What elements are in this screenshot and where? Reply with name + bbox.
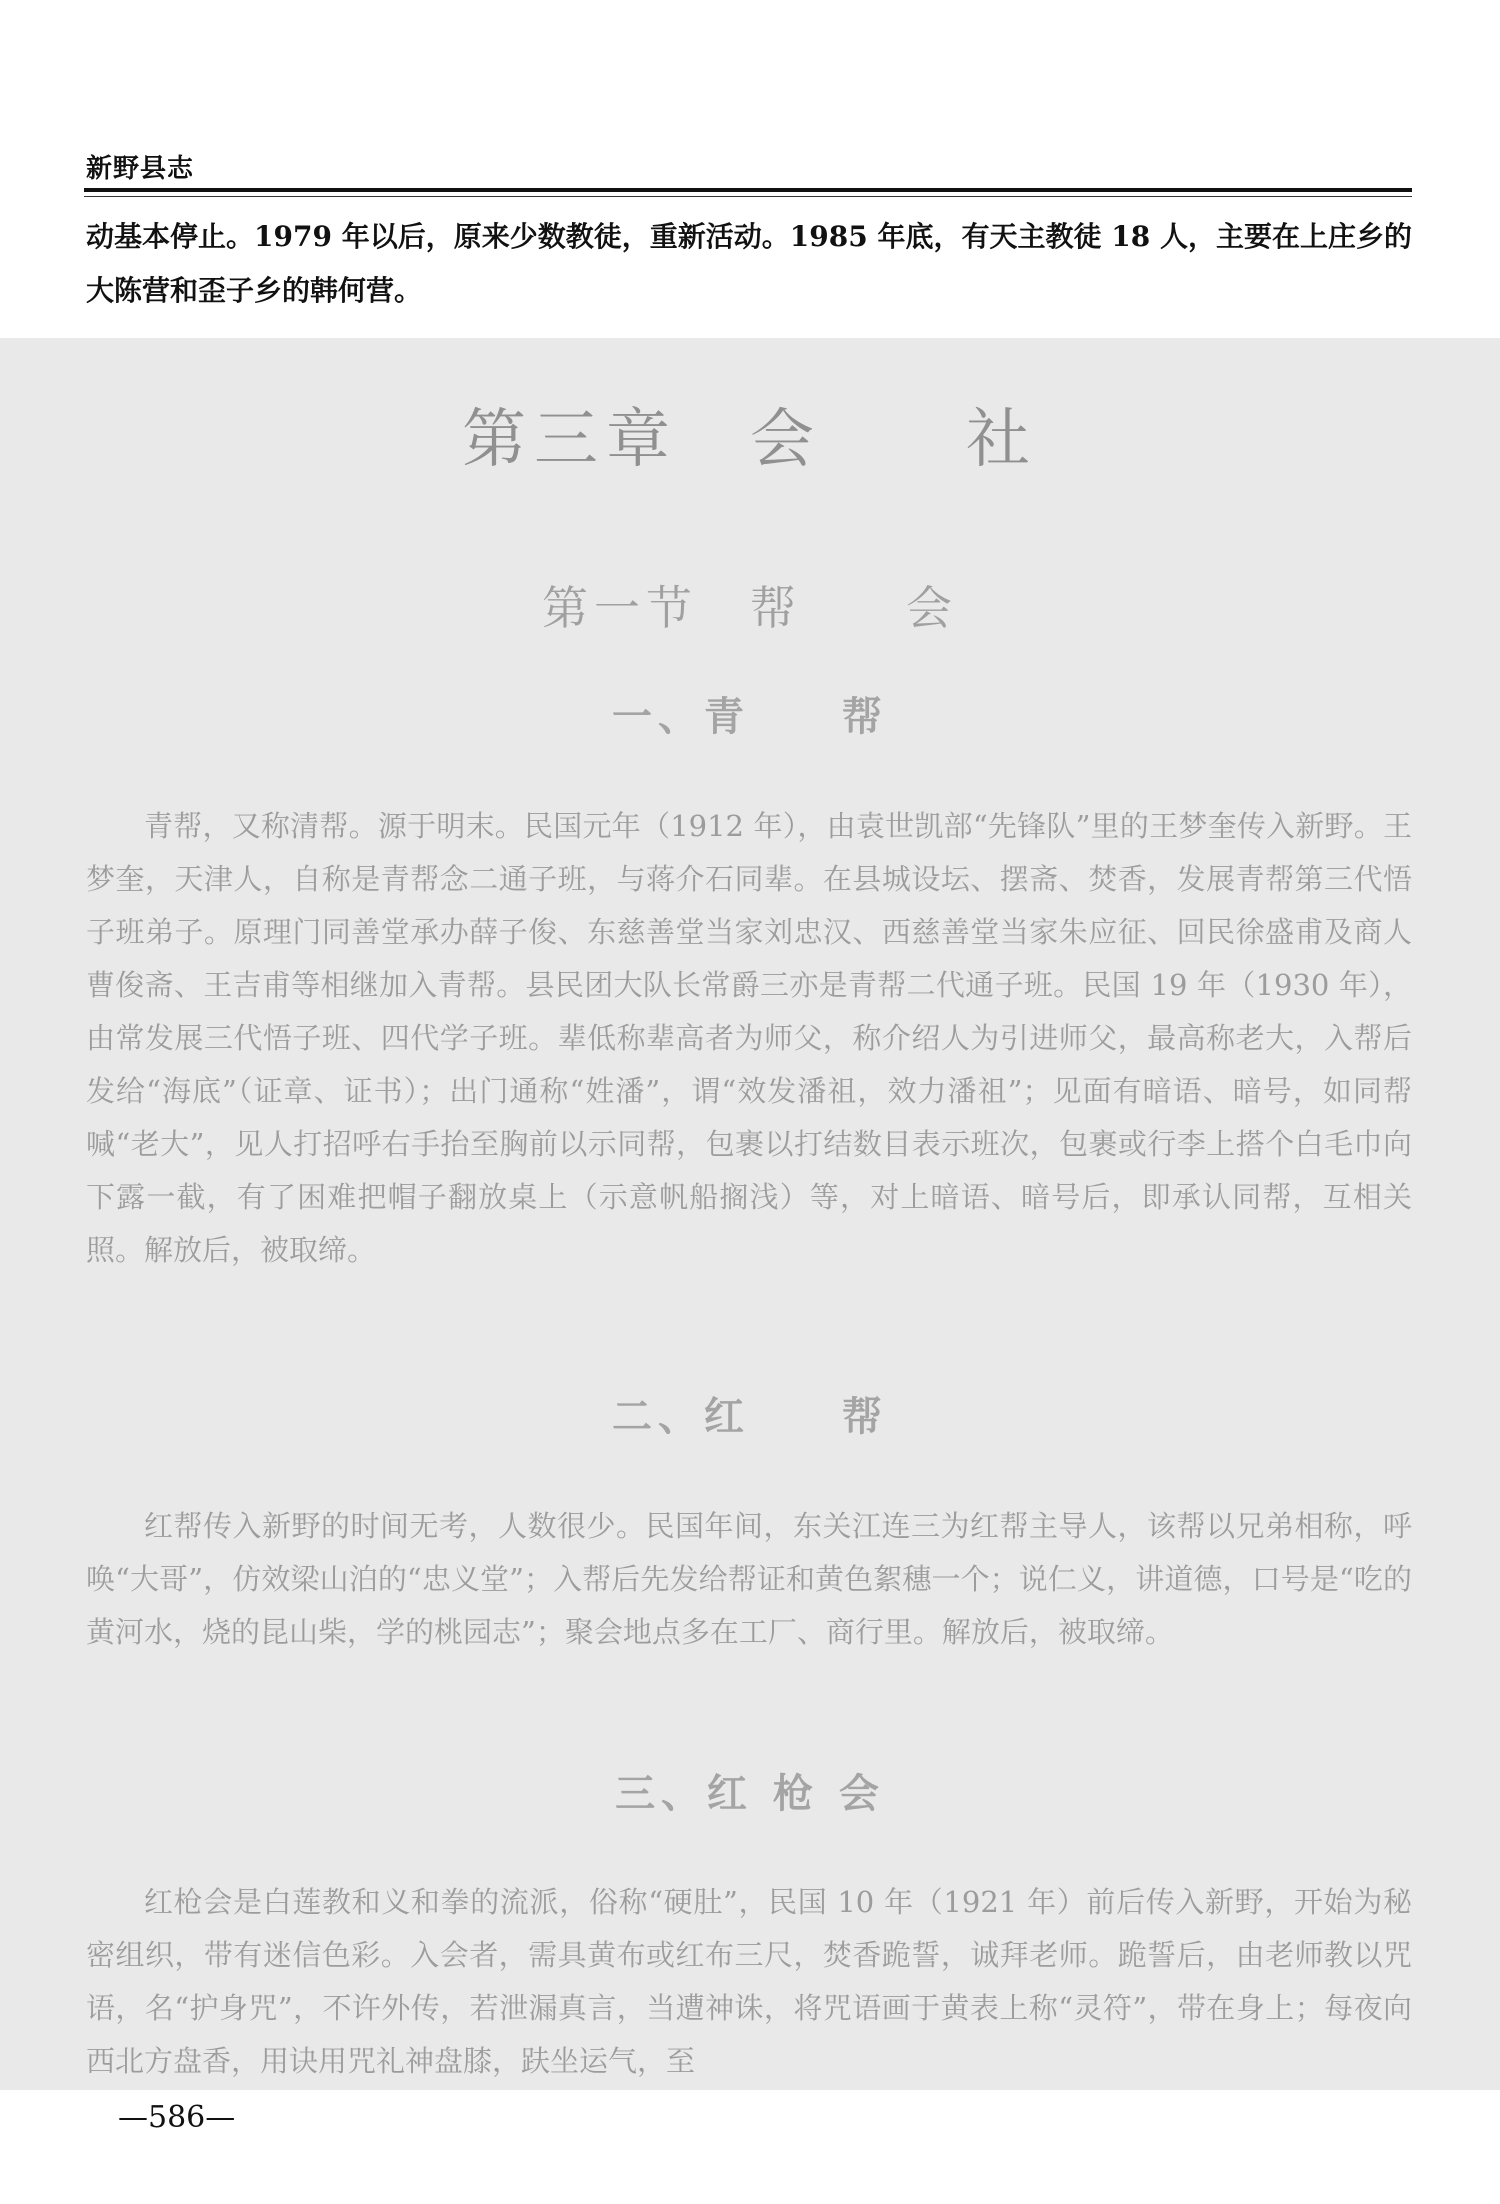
section-title: 第一节 帮 会 bbox=[542, 581, 958, 635]
page-number: —586— bbox=[118, 2100, 236, 2135]
intro-paragraph: 动基本停止。1979 年以后，原来少数教徒，重新活动。1985 年底，有天主教徒 18 人，主要在上庄乡的大陈营和歪子乡的韩何营。 bbox=[86, 220, 1412, 307]
subsection-title-qingbang: 一、青 帮 bbox=[612, 694, 888, 740]
subsection-title-hongbang: 二、红 帮 bbox=[612, 1394, 888, 1440]
paragraph-hongbang: 红帮传入新野的时间无考，人数很少。民国年间，东关江连三为红帮主导人，该帮以兄弟相称，呼唤“大哥”，仿效梁山泊的“忠义堂”；入帮后先发给帮证和黄色絮穗一个；说仁义，讲道德，口号是“吃的黄河水，烧的昆山柴，学的桃园志”；聚会地点多在工厂、商行里。解放后，被取缔。 bbox=[86, 1509, 1412, 1649]
header-rule-thin bbox=[84, 196, 1412, 197]
subsection-title-hongqianghui: 三、红 枪 会 bbox=[615, 1771, 885, 1817]
paragraph-qingbang: 青帮，又称清帮。源于明末。民国元年（1912 年），由袁世凯部“先锋队”里的王梦奎传入新野。王梦奎，天津人，自称是青帮念二通子班，与蒋介石同辈。在县城设坛、摆斋、焚香，发展青帮第三代悟子班弟子。原理门同善堂承办薛子俊、东慈善堂当家刘忠汉、西慈善堂当家朱应征、回民徐盛甫及商人曹俊斋、王吉甫等相继加入青帮。县民团大队长常爵三亦是青帮二代通子班。民国 19 年（1930 年），由常发展三代悟子班、四代学子班。辈低称辈高者为师父，称介绍人为引进师父，最高称老大，入帮后发给“海底”（证章、证书）；出门通称“姓潘”，谓“效发潘祖，效力潘祖”；见面有暗语、暗号，如同帮喊“老大”，见人打招呼右手抬至胸前以示同帮，包裹以打结数目表示班次，包裹或行李上搭个白毛巾向下露一截，有了困难把帽子翻放桌上（示意帆船搁浅）等，对上暗语、暗号后，即承认同帮，互相关照。解放后，被取缔。 bbox=[86, 809, 1412, 1267]
header-rule-thick bbox=[84, 188, 1412, 192]
chapter-title: 第三章 会 社 bbox=[462, 403, 1038, 477]
paragraph-hongqianghui: 红枪会是白莲教和义和拳的流派，俗称“硬肚”，民国 10 年（1921 年）前后传入新野，开始为秘密组织，带有迷信色彩。入会者，需具黄布或红布三尺，焚香跪誓，诚拜老师。跪誓后，由老师教以咒语，名“护身咒”，不许外传，若泄漏真言，当遭神诛，将咒语画于黄表上称“灵符”，带在身上；每夜向西北方盘香，用诀用咒礼神盘膝，趺坐运气，至 bbox=[86, 1885, 1412, 2078]
running-header: 新野县志 bbox=[86, 154, 195, 184]
